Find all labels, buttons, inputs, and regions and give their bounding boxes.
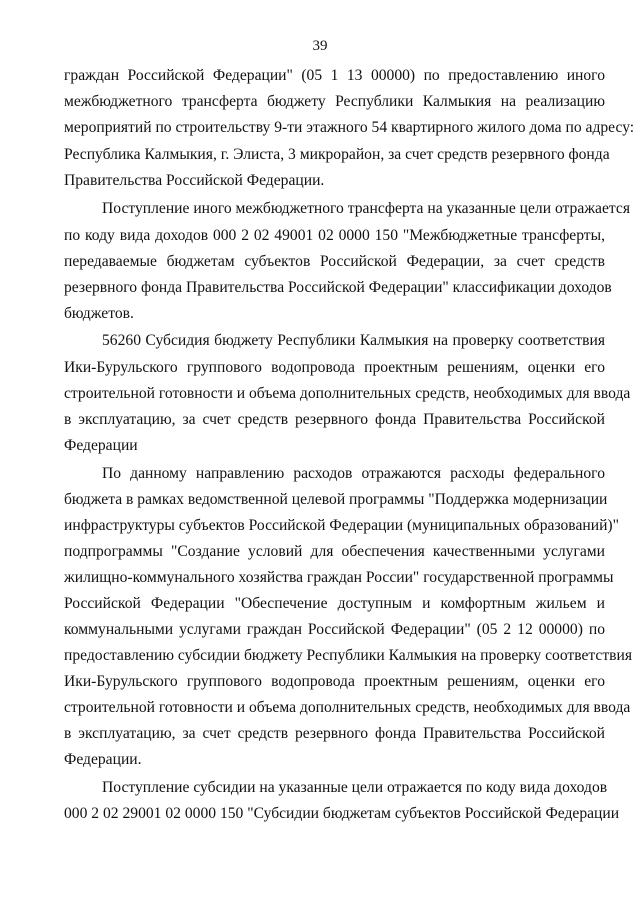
paragraph-4-line-7: коммунальными услугами граждан Российской Федерации" (05 2 12 00000) по — [64, 621, 605, 638]
paragraph-4-line-2: бюджета в рамках ведомственной целевой программы "Поддержка модернизации — [64, 491, 608, 508]
paragraph-4-line-5: жилищно-коммунального хозяйства граждан России" государственной программы — [64, 569, 614, 586]
paragraph-4-line-4: подпрограммы "Создание условий для обеспечения качественными услугами — [64, 543, 605, 560]
paragraph-5-line-2: 000 2 02 29001 02 0000 150 "Субсидии бюджетам субъектов Российской Федерации — [64, 805, 620, 822]
paragraph-4-line-9: Ики-Бурульского группового водопровода проектным решениям, оценки его — [64, 673, 605, 690]
paragraph-4-line-6: Российской Федерации "Обеспечение доступным и комфортным жильем и — [64, 595, 605, 612]
paragraph-4-line-8: предоставлению субсидии бюджету Республики Калмыкия на проверку соответствия — [64, 647, 633, 664]
paragraph-2-line-3: передаваемые бюджетам субъектов Российской Федерации, за счет средств — [64, 253, 605, 270]
paragraph-5-line-1: Поступление субсидии на указанные цели отражается по коду вида доходов — [102, 779, 608, 796]
paragraph-3-line-1: 56260 Субсидия бюджету Республики Калмыкия на проверку соответствия — [102, 332, 605, 349]
paragraph-1-line-4: Республика Калмыкия, г. Элиста, 3 микрорайон, за счет средств резервного фонда — [64, 146, 610, 163]
paragraph-4-line-1: По данному направлению расходов отражаются расходы федерального — [102, 465, 605, 482]
paragraph-3-line-4: в эксплуатацию, за счет средств резервного фонда Правительства Российской — [64, 411, 605, 428]
paragraph-3-line-3: строительной готовности и объема дополнительных средств, необходимых для ввода — [64, 385, 631, 402]
paragraph-2-line-5: бюджетов. — [64, 305, 134, 322]
paragraph-4-line-12: Федерации. — [64, 751, 142, 768]
paragraph-3-line-2: Ики-Бурульского группового водопровода проектным решениям, оценки его — [64, 359, 605, 376]
paragraph-1-line-2: межбюджетного трансферта бюджету Республики Калмыкия на реализацию — [64, 93, 605, 110]
paragraph-4-line-10: строительной готовности и объема дополнительных средств, необходимых для ввода — [64, 699, 631, 716]
paragraph-1-line-1: граждан Российской Федерации" (05 1 13 00000) по предоставлению иного — [64, 67, 605, 84]
paragraph-2-line-2: по коду вида доходов 000 2 02 49001 02 0000 150 "Межбюджетные трансферты, — [64, 227, 605, 244]
paragraph-4-line-11: в эксплуатацию, за счет средств резервного фонда Правительства Российской — [64, 725, 605, 742]
paragraph-1-line-3: мероприятий по строительству 9-ти этажного 54 квартирного жилого дома по адресу: — [64, 119, 635, 136]
paragraph-3-line-5: Федерации — [64, 437, 138, 454]
paragraph-2-line-1: Поступление иного межбюджетного трансферта на указанные цели отражается — [102, 200, 630, 217]
paragraph-1-line-5: Правительства Российской Федерации. — [64, 172, 325, 189]
paragraph-4-line-3: инфраструктуры субъектов Российской Федерации (муниципальных образований)" — [64, 517, 619, 534]
page-number: 39 — [312, 38, 328, 54]
paragraph-2-line-4: резервного фонда Правительства Российской Федерации" классификации доходов — [64, 279, 612, 296]
